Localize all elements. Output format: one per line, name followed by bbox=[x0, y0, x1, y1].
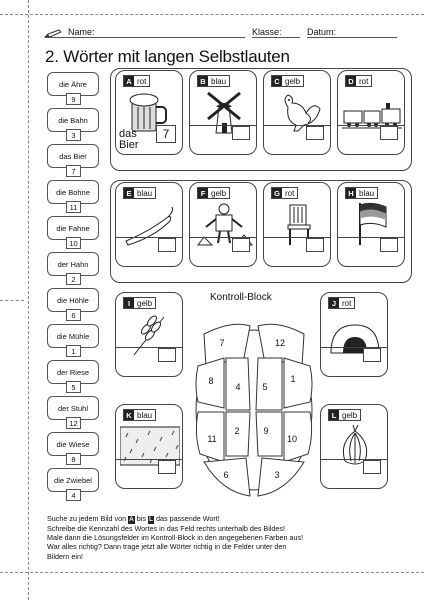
word-number: 9 bbox=[66, 93, 81, 105]
word-card: die Ähre bbox=[47, 72, 99, 96]
cut-line-top bbox=[0, 14, 424, 15]
pencil-icon bbox=[44, 26, 62, 44]
cut-line-bottom bbox=[0, 572, 424, 573]
field-number: 2 bbox=[234, 426, 240, 436]
field-number: 7 bbox=[219, 338, 225, 348]
word-card: der Riese bbox=[47, 360, 99, 384]
field-number: 4 bbox=[235, 382, 241, 392]
punch-mark bbox=[0, 300, 24, 301]
word-card: das Bier bbox=[47, 144, 99, 168]
answer-box[interactable] bbox=[232, 126, 250, 140]
card-color: blau bbox=[137, 410, 153, 420]
picture-card-h bbox=[337, 182, 405, 267]
answer-box[interactable] bbox=[380, 238, 398, 252]
class-field[interactable] bbox=[252, 37, 300, 38]
card-letter: A bbox=[124, 76, 134, 86]
card-color: gelb bbox=[211, 188, 227, 198]
card-color: rot bbox=[342, 298, 352, 308]
card-color: rot bbox=[285, 188, 295, 198]
card-letter: H bbox=[346, 188, 356, 198]
card-letter: G bbox=[272, 188, 282, 198]
solution-field[interactable] bbox=[284, 358, 312, 408]
picture-card-d bbox=[337, 70, 405, 155]
card-letter: I bbox=[124, 298, 134, 308]
letter-badge: L bbox=[149, 516, 153, 523]
word-number: 11 bbox=[66, 201, 81, 213]
control-block bbox=[192, 306, 316, 508]
word-card: die Mühle bbox=[47, 324, 99, 348]
answer-box[interactable] bbox=[158, 460, 176, 474]
solution-field[interactable] bbox=[256, 358, 282, 410]
name-label: Name: bbox=[68, 27, 95, 37]
word-number: 12 bbox=[66, 417, 81, 429]
card-letter: F bbox=[198, 188, 208, 198]
picture-card-k bbox=[115, 404, 183, 489]
field-number: 3 bbox=[274, 470, 280, 480]
word-number: 7 bbox=[66, 165, 81, 177]
answer-box[interactable] bbox=[380, 126, 398, 140]
field-number: 10 bbox=[286, 434, 298, 444]
picture-card-e bbox=[115, 182, 183, 267]
letter-badge: A bbox=[129, 516, 134, 523]
card-color: rot bbox=[137, 76, 147, 86]
word-number: 6 bbox=[66, 309, 81, 321]
field-number: 8 bbox=[208, 376, 214, 386]
field-number: 6 bbox=[223, 470, 229, 480]
class-label: Klasse: bbox=[252, 27, 282, 37]
control-block-title: Kontroll-Block bbox=[210, 292, 272, 303]
picture-card-c bbox=[263, 70, 331, 155]
picture-card-i bbox=[115, 292, 183, 377]
card-color: blau bbox=[137, 188, 153, 198]
example-word: das Bier bbox=[119, 128, 139, 151]
word-card: die Bohne bbox=[47, 180, 99, 204]
card-letter: K bbox=[124, 410, 134, 420]
card-color: gelb bbox=[342, 410, 358, 420]
date-label: Datum: bbox=[307, 27, 337, 37]
word-number: 10 bbox=[66, 237, 81, 249]
word-number: 4 bbox=[66, 489, 81, 501]
answer-box[interactable] bbox=[158, 348, 176, 362]
word-card: die Zwiebel bbox=[47, 468, 99, 492]
word-card: die Wiese bbox=[47, 432, 99, 456]
field-number: 5 bbox=[262, 382, 268, 392]
card-color: blau bbox=[359, 188, 375, 198]
picture-card-g bbox=[263, 182, 331, 267]
card-letter: E bbox=[124, 188, 134, 198]
field-number: 9 bbox=[263, 426, 269, 436]
page-title: 2. Wörter mit langen Selbstlauten bbox=[45, 47, 290, 66]
picture-card-b bbox=[189, 70, 257, 155]
picture-card-f bbox=[189, 182, 257, 267]
word-card: die Höhle bbox=[47, 288, 99, 312]
word-number: 8 bbox=[66, 453, 81, 465]
answer-box[interactable] bbox=[306, 126, 324, 140]
answer-box[interactable] bbox=[158, 238, 176, 252]
word-number: 3 bbox=[66, 129, 81, 141]
solution-field[interactable] bbox=[258, 458, 304, 496]
answer-box[interactable] bbox=[363, 460, 381, 474]
word-card: die Fahne bbox=[47, 216, 99, 240]
cut-line-left bbox=[28, 0, 29, 600]
word-card: die Bahn bbox=[47, 108, 99, 132]
word-card: der Hahn bbox=[47, 252, 99, 276]
answer-box[interactable] bbox=[363, 348, 381, 362]
card-letter: D bbox=[346, 76, 356, 86]
word-number: 5 bbox=[66, 381, 81, 393]
field-number: 12 bbox=[274, 338, 286, 348]
name-field[interactable] bbox=[45, 37, 245, 38]
answer-box[interactable] bbox=[306, 238, 324, 252]
solution-field[interactable] bbox=[256, 412, 282, 456]
field-number: 11 bbox=[207, 434, 217, 444]
picture-card-j bbox=[320, 292, 388, 377]
date-field[interactable] bbox=[307, 37, 397, 38]
word-number: 1 bbox=[66, 345, 81, 357]
word-card: der Stuhl bbox=[47, 396, 99, 420]
card-letter: J bbox=[329, 298, 339, 308]
card-letter: C bbox=[272, 76, 282, 86]
word-number: 2 bbox=[66, 273, 81, 285]
instructions: Suche zu jedem Bild von A bis L das passende Wort! Schreibe die Kennzahl des Wortes in das Feld rechts unterhalb des Bildes! Male dann die Lösungsfelder im Kontroll-Block in den angegebenen Farben aus! War alles richtig? Dann trage jetzt alle Wörter richtig in die Felder unter den Bildern ein! bbox=[47, 514, 304, 561]
card-color: rot bbox=[359, 76, 369, 86]
answer-box[interactable] bbox=[232, 238, 250, 252]
card-color: gelb bbox=[285, 76, 301, 86]
card-letter: L bbox=[329, 410, 339, 420]
picture-card-a bbox=[115, 70, 183, 155]
card-letter: B bbox=[198, 76, 208, 86]
example-number: 7 bbox=[156, 125, 176, 143]
picture-card-l bbox=[320, 404, 388, 489]
field-number: 1 bbox=[290, 374, 296, 384]
card-color: gelb bbox=[137, 298, 153, 308]
card-color: blau bbox=[211, 76, 227, 86]
